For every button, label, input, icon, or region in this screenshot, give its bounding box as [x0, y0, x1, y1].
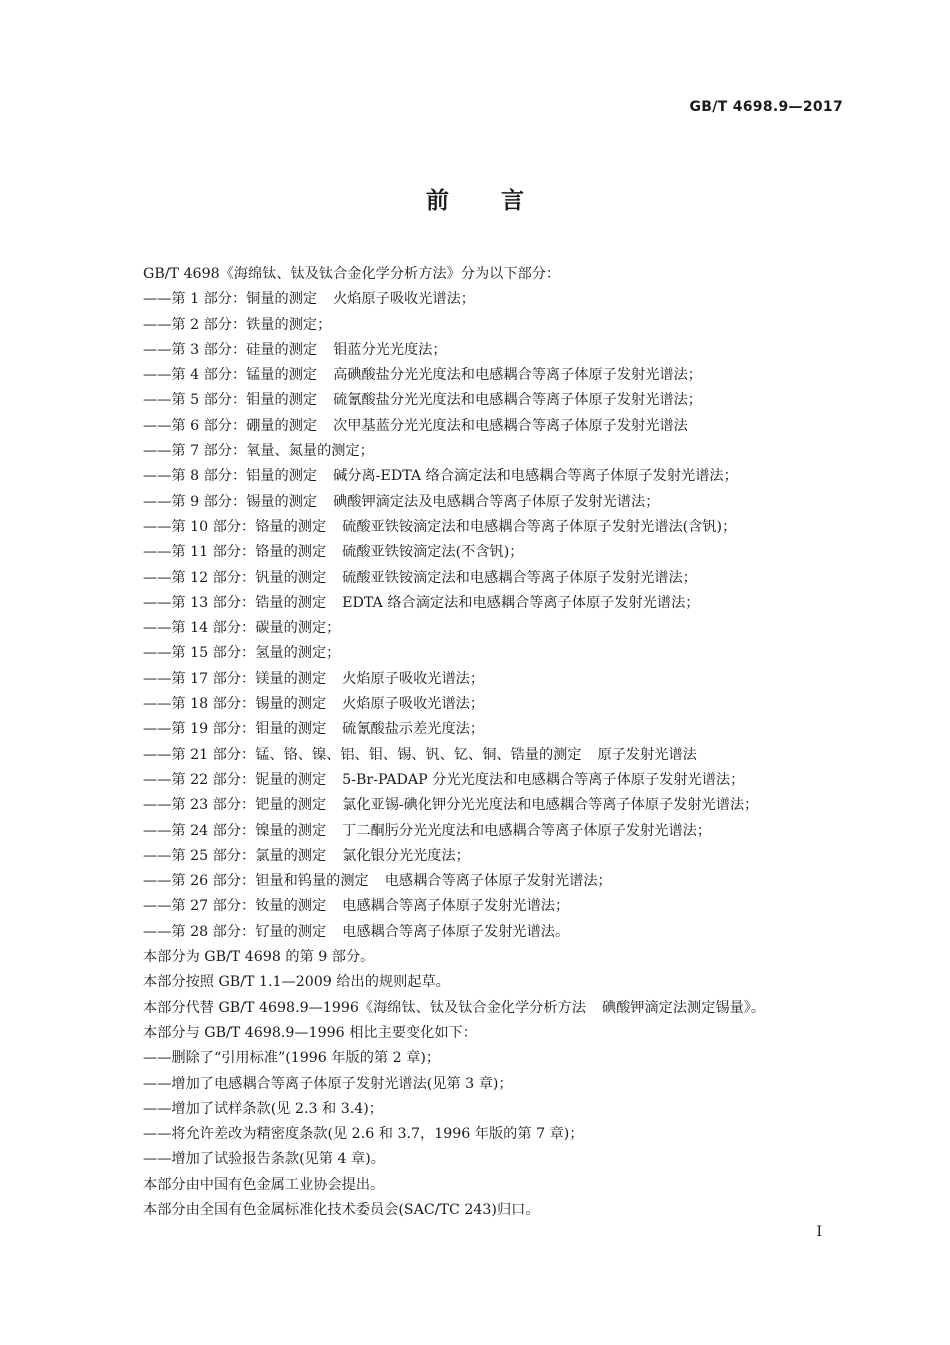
part-title: ——第 12 部分：钒量的测定	[143, 569, 327, 586]
part-title: ——第 3 部分：硅量的测定	[143, 341, 318, 358]
list-item	[143, 743, 863, 768]
part-title: ——第 13 部分：锆量的测定	[143, 594, 327, 611]
part-method: 硫氰酸盐分光光度法和电感耦合等离子体原子发射光谱法；	[333, 392, 702, 409]
part-method: 氯化亚锡-碘化钾分光光度法和电感耦合等离子体原子发射光谱法；	[342, 797, 759, 814]
statement-part-number: 本部分为 GB/T 4698 的第 9 部分。	[143, 949, 375, 966]
list-item	[143, 287, 863, 312]
changes-list	[143, 1046, 863, 1172]
part-title: ——第 10 部分：铬量的测定	[143, 518, 327, 535]
intro-line: GB/T 4698《海绵钛、钛及钛合金化学分析方法》分为以下部分：	[143, 266, 561, 282]
list-item	[143, 515, 863, 540]
list-item	[143, 869, 863, 894]
part-title: ——第 22 部分：铌量的测定	[143, 771, 327, 788]
statement-replaces	[143, 996, 863, 1021]
part-title: ——第 11 部分：铬量的测定	[143, 544, 327, 561]
page-number: I	[816, 1224, 822, 1240]
part-method: 火焰原子吸收光谱法；	[333, 291, 475, 308]
list-item: ——增加了试样条款(见 2.3 和 3.4)；	[143, 1100, 383, 1117]
part-method: 5-Br-PADAP 分光光度法和电感耦合等离子体原子发射光谱法；	[342, 771, 745, 788]
part-title: ——第 7 部分：氧量、氮量的测定；	[143, 443, 374, 460]
part-title: ——第 24 部分：镍量的测定	[143, 822, 327, 839]
part-title: ——第 18 部分：锡量的测定	[143, 696, 327, 713]
list-item: ——删除了“引用标准”(1996 年版的第 2 章)；	[143, 1050, 441, 1067]
part-title: ——第 17 部分：镁量的测定	[143, 670, 327, 687]
part-method: 碱分离-EDTA 络合滴定法和电感耦合等离子体原子发射光谱法；	[333, 468, 738, 485]
list-item	[143, 692, 863, 717]
list-item	[143, 894, 863, 919]
list-item	[143, 844, 863, 869]
part-method: EDTA 络合滴定法和电感耦合等离子体原子发射光谱法；	[342, 594, 700, 611]
list-item	[143, 439, 863, 464]
parts-list	[143, 287, 863, 945]
replaces-prefix: 本部分代替 GB/T 4698.9—1996《海绵钛、钛及钛合金化学分析方法	[143, 999, 586, 1016]
list-item	[143, 540, 863, 565]
part-title: ——第 4 部分：锰量的测定	[143, 367, 318, 384]
part-method: 硫酸亚铁铵滴定法和电感耦合等离子体原子发射光谱法(含钒)；	[342, 518, 737, 535]
page-title: 前言	[426, 188, 576, 214]
part-title: ——第 26 部分：钽量和钨量的测定	[143, 873, 369, 890]
list-item	[143, 464, 863, 489]
part-title: ——第 27 部分：钕量的测定	[143, 898, 327, 915]
changes-intro: 本部分与 GB/T 4698.9—1996 相比主要变化如下：	[143, 1024, 477, 1041]
list-item: ——增加了试验报告条款(见第 4 章)。	[143, 1151, 385, 1168]
part-method: 氯化银分光光度法；	[342, 847, 470, 864]
replaces-suffix: 碘酸钾滴定法测定锡量》。	[601, 999, 766, 1016]
standard-number: GB/T 4698.9—2017	[689, 99, 843, 115]
part-title: ——第 9 部分：锡量的测定	[143, 493, 318, 510]
part-method: 硫氰酸盐示差光度法；	[342, 721, 485, 738]
list-item: ——将允许差改为精密度条款(见 2.6 和 3.7，1996 年版的第 7 章)；	[143, 1126, 584, 1143]
list-item	[143, 717, 863, 742]
statement-drafting-rules: 本部分按照 GB/T 1.1—2009 给出的规则起草。	[143, 974, 450, 991]
list-item	[143, 819, 863, 844]
part-title: ——第 15 部分：氢量的测定；	[143, 645, 341, 662]
list-item	[143, 667, 863, 692]
list-item	[143, 363, 863, 388]
list-item	[143, 768, 863, 793]
list-item	[143, 920, 863, 945]
part-title: ——第 1 部分：铜量的测定	[143, 291, 318, 308]
part-method: 硫酸亚铁铵滴定法(不含钒)；	[342, 544, 524, 561]
part-method: 高碘酸盐分光光度法和电感耦合等离子体原子发射光谱法；	[333, 367, 702, 384]
part-method: 次甲基蓝分光光度法和电感耦合等离子体原子发射光谱法	[333, 417, 688, 434]
part-method: 火焰原子吸收光谱法；	[342, 696, 485, 713]
foreword-body	[143, 262, 863, 1223]
statement-administered-by: 本部分由全国有色金属标准化技术委员会(SAC/TC 243)归口。	[143, 1201, 540, 1218]
part-title: ——第 6 部分：硼量的测定	[143, 417, 318, 434]
part-title: ——第 5 部分：钼量的测定	[143, 392, 318, 409]
list-item	[143, 793, 863, 818]
list-item: ——增加了电感耦合等离子体原子发射光谱法(见第 3 章)；	[143, 1075, 513, 1092]
part-method: 原子发射光谱法	[597, 746, 697, 763]
part-method: 丁二酮肟分光光度法和电感耦合等离子体原子发射光谱法；	[342, 822, 712, 839]
list-item	[143, 641, 863, 666]
list-item	[143, 338, 863, 363]
part-title: ——第 21 部分：锰、铬、镍、铝、钼、锡、钒、钇、铜、锆量的测定	[143, 746, 582, 763]
part-method: 火焰原子吸收光谱法；	[342, 670, 485, 687]
part-method: 碘酸钾滴定法及电感耦合等离子体原子发射光谱法；	[333, 493, 660, 510]
part-title: ——第 2 部分：铁量的测定；	[143, 316, 332, 333]
part-method: 硫酸亚铁铵滴定法和电感耦合等离子体原子发射光谱法；	[342, 569, 697, 586]
list-item	[143, 566, 863, 591]
list-item	[143, 388, 863, 413]
part-title: ——第 14 部分：碳量的测定；	[143, 620, 341, 637]
list-item	[143, 616, 863, 641]
list-item	[143, 313, 863, 338]
part-method: 电感耦合等离子体原子发射光谱法。	[342, 923, 570, 940]
list-item	[143, 591, 863, 616]
list-item	[143, 490, 863, 515]
part-title: ——第 23 部分：钯量的测定	[143, 797, 327, 814]
part-title: ——第 8 部分：铝量的测定	[143, 468, 318, 485]
part-title: ——第 25 部分：氯量的测定	[143, 847, 327, 864]
list-item	[143, 414, 863, 439]
part-method: 钼蓝分光光度法；	[333, 341, 447, 358]
part-method: 电感耦合等离子体原子发射光谱法；	[384, 873, 612, 890]
part-title: ——第 19 部分：钼量的测定	[143, 721, 327, 738]
part-title: ——第 28 部分：钌量的测定	[143, 923, 327, 940]
statement-proposed-by: 本部分由中国有色金属工业协会提出。	[143, 1176, 385, 1193]
part-method: 电感耦合等离子体原子发射光谱法；	[342, 898, 570, 915]
